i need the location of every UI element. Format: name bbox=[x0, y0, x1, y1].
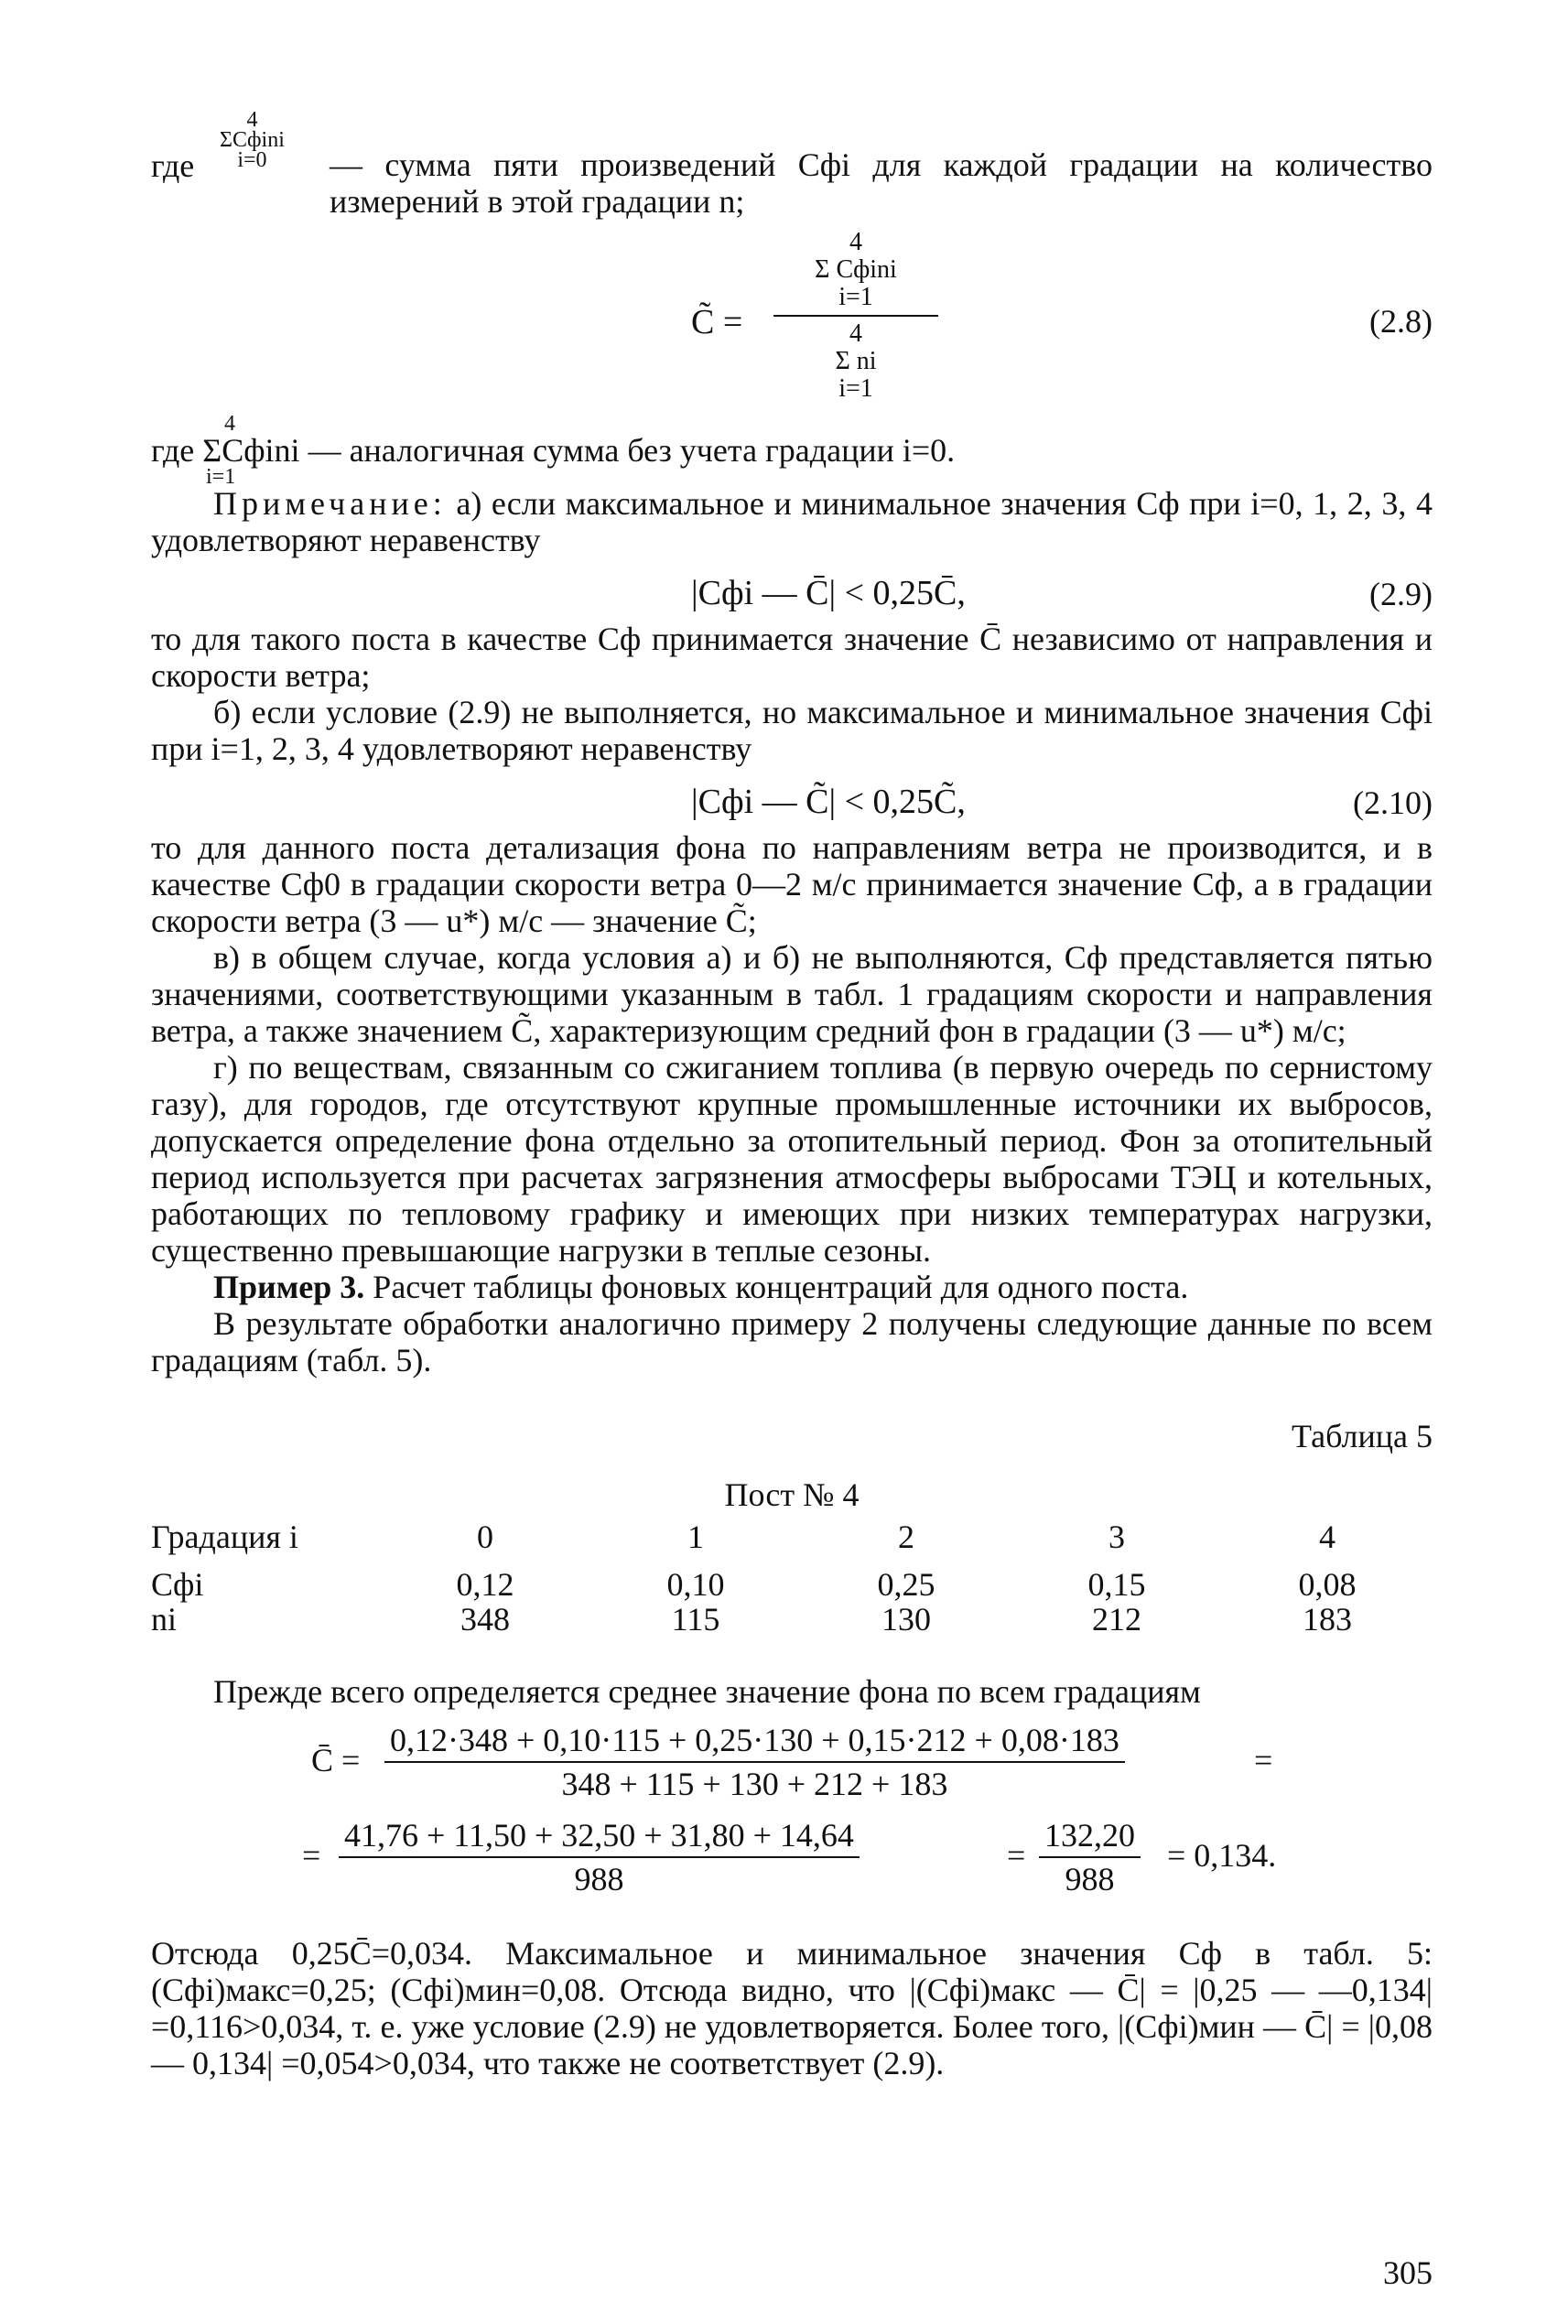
table-title: Пост № 4 bbox=[724, 1476, 860, 1513]
l2-sub: i=1 bbox=[206, 465, 236, 489]
note-a bbox=[151, 485, 1433, 558]
calc-equation-1 bbox=[151, 1721, 1433, 1803]
calc-num-3: 132,20 bbox=[1039, 1816, 1141, 1858]
table-cell: 212 bbox=[1092, 1601, 1141, 1638]
row-label: Градация i bbox=[151, 1519, 298, 1555]
l2-sup: 4 bbox=[224, 412, 235, 436]
table-row bbox=[151, 1554, 1433, 1602]
table-cell: 115 bbox=[671, 1601, 720, 1638]
table-cell: 0,12 bbox=[456, 1566, 514, 1603]
equation-2-10 bbox=[151, 774, 1433, 829]
eq29-formula: |Cфi — C̄| < 0,25C̄, bbox=[691, 574, 966, 612]
note-label: Примечание: bbox=[213, 485, 447, 522]
para-4: б) если условие (2.9) не выполняется, но максимальное и минимальное значения Cфi при i=1, 2, 3, 4 удовлетворяют неравенству bbox=[151, 694, 1433, 767]
page-number: 305 bbox=[1383, 2254, 1433, 2291]
eq29-number: (2.9) bbox=[1369, 576, 1433, 612]
calc-num-2: 41,76 + 11,50 + 32,50 + 31,80 + 14,64 bbox=[339, 1816, 860, 1858]
table-cell: 4 bbox=[1319, 1519, 1336, 1555]
para-7: г) по веществам, связанным со сжиганием топлива (в первую очередь по сернистому газу), для городов, где отсутствуют крупные промышленные источники их выбросов, допускается определение фона отдельно за отопительный период. Фон за отопительный период используется при расчетах загрязнения атмосферы выбросами ТЭЦ и котельных, работающих по тепловому графику и имеющих при низких температурах нагрузки, существенно превышающие нагрузки в теплые сезоны. bbox=[151, 1049, 1433, 1269]
eq28-numerator: 4 Σ Cфini i=1 bbox=[773, 229, 938, 317]
table-row bbox=[151, 1602, 1433, 1637]
para-5: то для данного поста детализация фона по направлениям ветра не производится, и в качестве Cф0 в градации скорости ветра 0—2 м/с принимается значение Cф, а в градации скорости ветра (3 — u*) м/с — значение C̃; bbox=[151, 829, 1433, 939]
para-1: — сумма пяти произведений Cфi для каждой градации на количество измерений в этой градации n; bbox=[330, 146, 1433, 220]
page-body bbox=[151, 110, 1433, 2081]
example-text: Расчет таблицы фоновых концентраций для одного поста. bbox=[364, 1269, 1189, 1305]
calc-result: = 0,134. bbox=[1167, 1837, 1277, 1874]
eq210-formula: |Cфi — C̃| < 0,25C̃, bbox=[691, 783, 966, 821]
calc-intro: Прежде всего определяется среднее значение фона по всем градациям bbox=[213, 1673, 1201, 1710]
table-cell: 0,15 bbox=[1087, 1566, 1146, 1603]
table-cell: 0 bbox=[477, 1519, 493, 1555]
para-6: в) в общем случае, когда условия а) и б) не выполняются, Cф представляется пятью значениями, соответствующими указанным в табл. 1 градациям скорости и направления ветра, а также значением C̃, характеризующим средний фон в градации (3 — u*) м/с; bbox=[151, 939, 1433, 1049]
table-cell: 3 bbox=[1108, 1519, 1125, 1555]
tail-paragraph: Отсюда 0,25C̄=0,034. Максимальное и минимальное значения Cф в табл. 5: (Cфi)макс=0,25; (Cфi)мин=0,08. Отсюда видно, что |(Cфi)макс — C̄| = |0,25 — —0,134| =0,116>0,034, т. е. уже условие (2.9) не удовлетворяется. Более того, |(Cфi)мин — C̄| = |0,08 — 0,134| =0,054>0,034, что также не соответствует (2.9). bbox=[151, 1935, 1433, 2081]
para-8 bbox=[151, 1269, 1433, 1305]
table-cell: 348 bbox=[460, 1601, 510, 1638]
table-5 bbox=[151, 1519, 1433, 1637]
calc-eq-sign-2: = bbox=[302, 1837, 321, 1874]
eq28-number: (2.8) bbox=[1369, 303, 1433, 340]
line-1 bbox=[151, 110, 1433, 192]
calc-eq-sign-3: = bbox=[1007, 1837, 1026, 1874]
calc-equation-2 bbox=[151, 1816, 1433, 1898]
row-label: ni bbox=[151, 1601, 178, 1638]
row-label: Cфi bbox=[151, 1566, 204, 1603]
calc-den-2: 988 bbox=[574, 1861, 624, 1897]
table-cell: 0,25 bbox=[877, 1566, 935, 1603]
table-cell: 0,10 bbox=[666, 1566, 725, 1603]
calc-fraction-2 bbox=[339, 1816, 860, 1898]
table-cell: 0,08 bbox=[1298, 1566, 1357, 1603]
table-cell: 1 bbox=[687, 1519, 704, 1555]
table-row bbox=[151, 1519, 1433, 1554]
example-label: Пример 3. bbox=[213, 1269, 365, 1305]
text-where: где bbox=[151, 147, 195, 184]
calc-num-1: 0,12·348 + 0,10·115 + 0,25·130 + 0,15·212 + 0,08·183 bbox=[384, 1721, 1125, 1763]
equation-2-9 bbox=[151, 566, 1433, 621]
calc-lhs: C̄ = bbox=[311, 1742, 361, 1778]
table-cell: 183 bbox=[1303, 1601, 1352, 1638]
line-2 bbox=[151, 412, 1433, 489]
para-2: где ΣCфini — аналогичная сумма без учета градации i=0. bbox=[151, 432, 956, 469]
eq28-lhs: C̃ = bbox=[691, 303, 743, 341]
table-cell: 130 bbox=[881, 1601, 931, 1638]
calc-fraction-3 bbox=[1039, 1816, 1141, 1898]
eq28-denominator: 4 Σ ni i=1 bbox=[835, 319, 877, 403]
eq210-number: (2.10) bbox=[1353, 784, 1433, 821]
calc-fraction-1 bbox=[384, 1721, 1125, 1803]
note-a-text: а) если максимальное и минимальное значения Cф при i=0, 1, 2, 3, 4 удовлетворяют неравенству bbox=[151, 485, 1433, 558]
eq28-fraction bbox=[773, 229, 938, 403]
table-cell: 2 bbox=[898, 1519, 914, 1555]
equation-2-8 bbox=[151, 229, 1433, 412]
table-caption: Таблица 5 bbox=[1292, 1418, 1433, 1454]
sum-expression: 4 ΣCфini i=0 bbox=[220, 108, 285, 172]
calc-den-3: 988 bbox=[1065, 1861, 1115, 1897]
calc-eq-sign-1: = bbox=[1254, 1742, 1273, 1778]
para-9: В результате обработки аналогично примеру 2 получены следующие данные по всем градациям (табл. 5). bbox=[151, 1305, 1433, 1378]
para-3: то для такого поста в качестве Cф принимается значение C̄ независимо от направления и скорости ветра; bbox=[151, 621, 1433, 694]
calc-den-1: 348 + 115 + 130 + 212 + 183 bbox=[561, 1766, 948, 1802]
